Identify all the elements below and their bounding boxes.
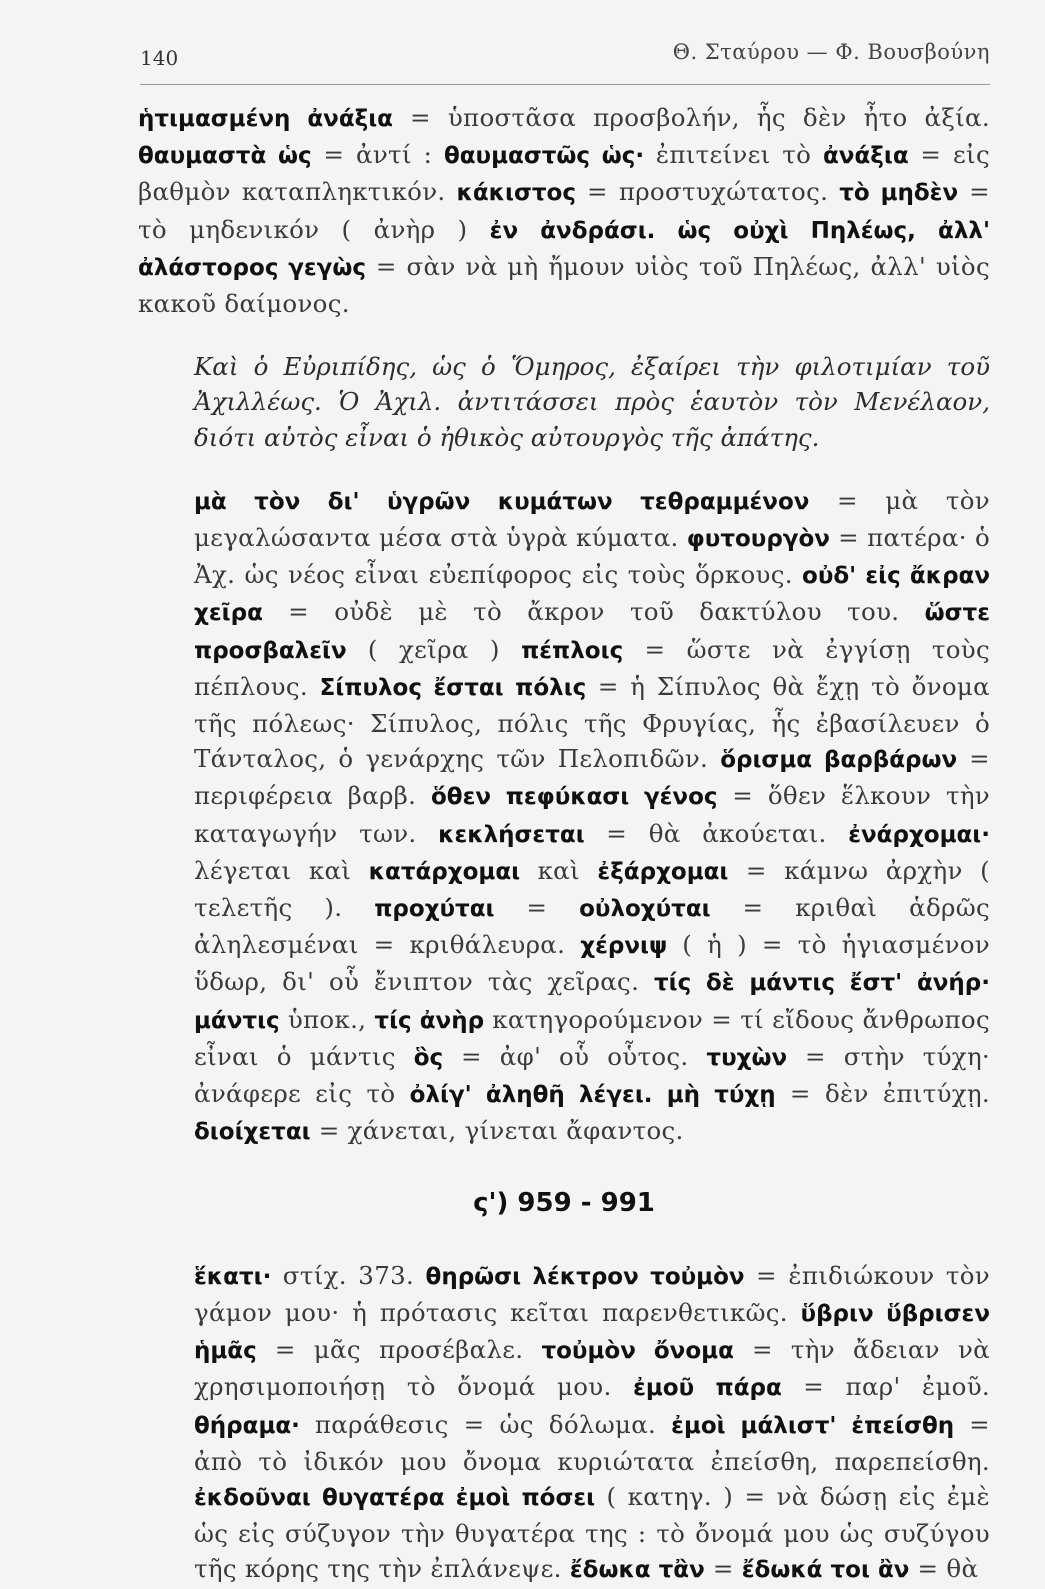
lemma-term: ἀνάξια bbox=[823, 143, 909, 170]
lemma-term: προχύται bbox=[374, 896, 495, 923]
commentary-paragraph-4 bbox=[138, 1258, 990, 1589]
gloss-text: καὶ bbox=[520, 855, 598, 885]
lemma-term: κατάρχομαι bbox=[368, 858, 521, 885]
section-heading: ς') 959 - 991 bbox=[473, 1188, 655, 1219]
lemma-term: τυχὼν bbox=[706, 1044, 788, 1071]
lemma-term: ὕβριν ὕβρισεν ἡμᾶς bbox=[194, 1300, 990, 1365]
gloss-text: = παρ' ἐμοῦ. bbox=[781, 1372, 990, 1402]
lemma-term: θαυμαστῶς ὡς· bbox=[443, 143, 645, 170]
italic-text: Καὶ ὁ Εὐριπίδης, ὡς ὁ Ὅμηρος, ἐξαίρει τὴν φιλοτιμίαν τοῦ Ἀχιλλέως. Ὁ Ἀχιλ. ἀντιτάσσει πρὸς ἑαυτὸν τὸν Μενέλαον, διότι αὐτὸς εἶναι ὁ ἠθικὸς αὐτουργὸς τῆς ἀπάτης. bbox=[194, 352, 990, 452]
lemma-term: φυτουργὸν bbox=[686, 526, 830, 553]
lemma-term: ἔδωκά τοι ἂν bbox=[741, 1557, 910, 1584]
gloss-text: = μὰ τὸν μεγαλώσαντα μέσα στὰ ὑγρὰ κύματα. bbox=[194, 485, 990, 553]
gloss-text: = ὑποστᾶσα προσβολήν, ἧς δὲν ἦτο ἀξία. bbox=[392, 103, 990, 132]
lemma-term: τίς δὲ μάντις ἔστ' ἀνήρ· μάντις bbox=[194, 970, 990, 1034]
gloss-text: ἐπιτείνει τὸ bbox=[644, 140, 823, 170]
gloss-text: ( κατηγ. ) = νὰ δώσῃ εἰς ἐμὲ ὡς εἰς σύζυγον τὴν θυγατέρα της : τὸ ὄνομά μου ὡς συζύγου τῆς κόρης της τὴν ἐπλάνεψε. bbox=[194, 1481, 990, 1584]
commentary-paragraph-2 bbox=[138, 349, 990, 455]
paragraph-gap bbox=[138, 321, 990, 349]
running-head: Θ. Σταύρου — Φ. Βουσβούνη bbox=[672, 40, 990, 64]
gloss-text: = ἀπὸ τὸ ἰδικόν μου ὄνομα κυριώτατα ἐπείσθη, παρεπείσθη. bbox=[194, 1409, 991, 1476]
gloss-text: = ἀντί : bbox=[311, 140, 444, 170]
lemma-term: ὅρισμα βαρβάρων bbox=[720, 747, 958, 774]
lemma-term: χέρνιψ bbox=[580, 933, 668, 960]
lemma-term: ἐκδοῦναι θυγατέρα ἐμοὶ πόσει bbox=[194, 1484, 596, 1511]
lemma-term: τίς ἀνὴρ bbox=[374, 1007, 485, 1034]
lemma-term: ὥστε προσβαλεῖν bbox=[194, 600, 990, 664]
gloss-text: = προστυχώτατος. bbox=[576, 177, 840, 207]
gloss-text: = κριθαὶ ἁδρῶς ἀληλεσμέναι = κριθάλευρα. bbox=[194, 893, 990, 960]
lemma-term: θηρῶσι λέκτρον τοὐμὸν bbox=[425, 1263, 745, 1290]
commentary-paragraph-1 bbox=[138, 100, 990, 321]
lemma-term: μὰ τὸν δι' ὑγρῶν κυμάτων τεθραμμένον bbox=[194, 488, 810, 515]
body-text bbox=[138, 100, 990, 1589]
gloss-text: = περιφέρεια βαρβ. bbox=[194, 744, 990, 811]
gloss-text: = στὴν τύχη· ἀνάφερε εἰς τὸ bbox=[194, 1041, 991, 1109]
page-header bbox=[140, 40, 990, 85]
gloss-text: = ὅθεν ἕλκουν τὴν καταγωγήν των. bbox=[194, 781, 990, 848]
lemma-term: ἕκατι· bbox=[194, 1263, 272, 1290]
gloss-text: = τὸ μηδενικόν ( ἀνὴρ ) bbox=[138, 177, 990, 244]
lemma-term: οὐδ' εἰς ἄκραν χεῖρα bbox=[194, 563, 991, 627]
lemma-term: ὀλίγ' ἀληθῆ λέγει. μὴ τύχῃ bbox=[409, 1082, 776, 1109]
gloss-text: = τὴν ἄδειαν νὰ χρησιμοποιήσῃ τὸ ὄνομά μου. bbox=[194, 1335, 991, 1402]
gloss-text: στίχ. 373. bbox=[271, 1260, 426, 1290]
lemma-term: διοίχεται bbox=[194, 1119, 311, 1146]
lemma-term: ὃς bbox=[413, 1044, 444, 1071]
gloss-text: = πατέρα· ὁ Ἀχ. ὡς νέος εἶναι εὐεπίφορος εἰς τοὺς ὅρκους. bbox=[194, 523, 991, 590]
lemma-term: οὐλοχύται bbox=[579, 896, 711, 923]
gloss-text: = σὰν νὰ μὴ ἤμουν υἱὸς τοῦ Πηλέως, ἀλλ' υἱὸς κακοῦ δαίμονος. bbox=[138, 251, 991, 319]
gloss-text: = bbox=[704, 1554, 742, 1584]
gloss-text: = θὰ ἀκούεται. bbox=[584, 818, 849, 848]
lemma-term: θήραμα· bbox=[194, 1412, 300, 1439]
lemma-term: ἐνάρχομαι· bbox=[848, 821, 990, 848]
gloss-text: = ἐπιδιώκουν τὸν γάμον μου· ἡ πρότασις κεῖται παρενθετικῶς. bbox=[194, 1260, 990, 1327]
paragraph-gap bbox=[138, 455, 990, 483]
gloss-text: ( χεῖρα ) bbox=[346, 634, 522, 664]
page-number: 140 bbox=[140, 46, 179, 70]
paragraph-gap bbox=[138, 1222, 990, 1258]
gloss-text: κατηγορούμενον = τί εἴδους ἄνθρωπος εἶναι ὁ μάντις bbox=[194, 1004, 991, 1071]
lemma-term: ἐξάρχομαι bbox=[597, 858, 729, 885]
gloss-text: λέγεται καὶ bbox=[194, 855, 369, 885]
commentary-paragraph-3 bbox=[138, 483, 990, 1151]
gloss-text: ὑποκ., bbox=[279, 1004, 375, 1034]
gloss-text: = κάμνω ἀρχὴν ( τελετῆς ). bbox=[194, 855, 990, 923]
lemma-term: ἐμοὶ μάλιστ' ἐπείσθη bbox=[671, 1412, 955, 1439]
lemma-term: τὸ μηδὲν bbox=[839, 180, 959, 207]
lemma-term: πέπλοις bbox=[521, 637, 624, 664]
gloss-text: ( ἡ ) = τὸ ἡγιασμένον ὕδωρ, δι' οὗ ἔνιπτον τὰς χεῖρας. bbox=[194, 930, 991, 997]
lemma-term: θαυμαστὰ ὡς bbox=[138, 143, 312, 170]
gloss-text: = bbox=[494, 893, 580, 923]
lemma-term: κάκιστος bbox=[456, 180, 576, 207]
lemma-term: τοὐμὸν ὄνομα bbox=[541, 1338, 734, 1365]
gloss-text: παράθεσις = ὡς δόλωμα. bbox=[299, 1409, 672, 1439]
gloss-text: = χάνεται, γίνεται ἄφαντος. bbox=[310, 1116, 684, 1146]
paragraph-gap bbox=[138, 1150, 990, 1186]
gloss-text: = ἀφ' οὗ οὗτος. bbox=[443, 1041, 707, 1071]
gloss-text: = θὰ bbox=[909, 1554, 979, 1584]
gloss-text: = μᾶς προσέβαλε. bbox=[256, 1335, 542, 1365]
gloss-text: = ἡ Σίπυλος θὰ ἔχῃ τὸ ὄνομα τῆς πόλεως· Σίπυλος, πόλις τῆς Φρυγίας, ἧς ἐβασίλευεν ὁ Τάνταλος, ὁ γενάρχης τῶν Πελοπιδῶν. bbox=[194, 671, 990, 774]
gloss-text: = δὲν ἐπιτύχῃ. bbox=[775, 1079, 990, 1109]
gloss-text: = εἰς βαθμὸν καταπληκτικόν. bbox=[138, 140, 990, 207]
gloss-text: = ὥστε νὰ ἐγγίσῃ τοὺς πέπλους. bbox=[194, 634, 990, 701]
gloss-text: = οὐδὲ μὲ τὸ ἄκρον τοῦ δακτύλου του. bbox=[262, 597, 925, 627]
lemma-term: ἐν ἀνδράσι. ὡς οὐχὶ Πηλέως, ἀλλ' ἀλάστορος γεγὼς bbox=[138, 217, 990, 281]
lemma-term: ἡτιμασμένη ἀνάξια bbox=[138, 106, 393, 132]
lemma-term: ὅθεν πεφύκασι γένος bbox=[430, 784, 718, 811]
lemma-term: ἔδωκα τἂν bbox=[569, 1557, 705, 1584]
lemma-term: κεκλήσεται bbox=[438, 821, 585, 848]
lemma-term: Σίπυλος ἔσται πόλις bbox=[319, 674, 587, 701]
lemma-term: ἐμοῦ πάρα bbox=[633, 1375, 782, 1402]
